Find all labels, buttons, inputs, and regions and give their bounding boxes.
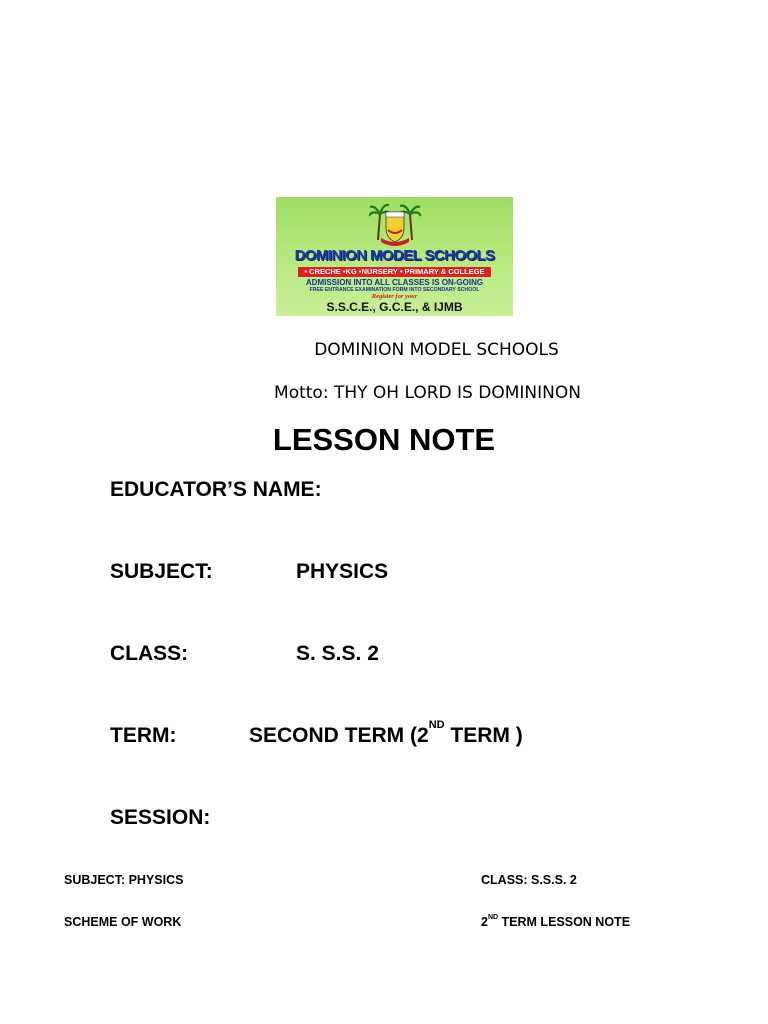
meta-term-prefix: 2 <box>481 915 488 929</box>
banner-register-text: Register for your <box>371 293 418 300</box>
meta-class: CLASS: S.S.S. 2 <box>481 873 577 887</box>
school-crest-icon <box>369 200 421 246</box>
term-label: TERM: <box>110 724 177 747</box>
meta-subject: SUBJECT: PHYSICS <box>64 873 184 887</box>
meta-term-ordinal: ND <box>487 914 499 921</box>
meta-term-suffix: TERM LESSON NOTE <box>498 915 631 929</box>
term-value-prefix: SECOND TERM (2 <box>249 724 429 747</box>
school-banner-logo <box>276 197 513 316</box>
session-label: SESSION: <box>110 806 211 829</box>
subject-value: PHYSICS <box>296 560 389 583</box>
page-title: LESSON NOTE <box>272 422 496 457</box>
subject-label: SUBJECT: <box>110 560 213 583</box>
school-name-heading: DOMINION MODEL SCHOOLS <box>314 340 559 360</box>
meta-term-lesson-note <box>481 914 630 930</box>
banner-exams-text: S.S.C.E., G.C.E., & IJMB <box>326 300 463 314</box>
banner-school-name: DOMINION MODEL SCHOOLS <box>294 247 495 264</box>
class-label: CLASS: <box>110 642 189 665</box>
term-value-ordinal: ND <box>428 719 445 731</box>
class-value: S. S.S. 2 <box>296 642 379 665</box>
banner-admission-text: ADMISSION INTO ALL CLASSES IS ON-GOING <box>305 278 484 287</box>
term-value <box>249 719 523 749</box>
meta-scheme-of-work: SCHEME OF WORK <box>64 915 182 929</box>
term-value-suffix: TERM ) <box>444 724 523 747</box>
banner-free-form-text: FREE ENTRANCE EXAMINATION FORM INTO SECONDARY SCHOOL <box>309 287 480 293</box>
banner-levels-ribbon: • CRECHE •KG •NURSERY • PRIMARY & COLLEGE <box>298 267 491 277</box>
school-motto: Motto: THY OH LORD IS DOMININON <box>274 383 581 403</box>
educator-name-label: EDUCATOR’S NAME: <box>110 478 322 501</box>
